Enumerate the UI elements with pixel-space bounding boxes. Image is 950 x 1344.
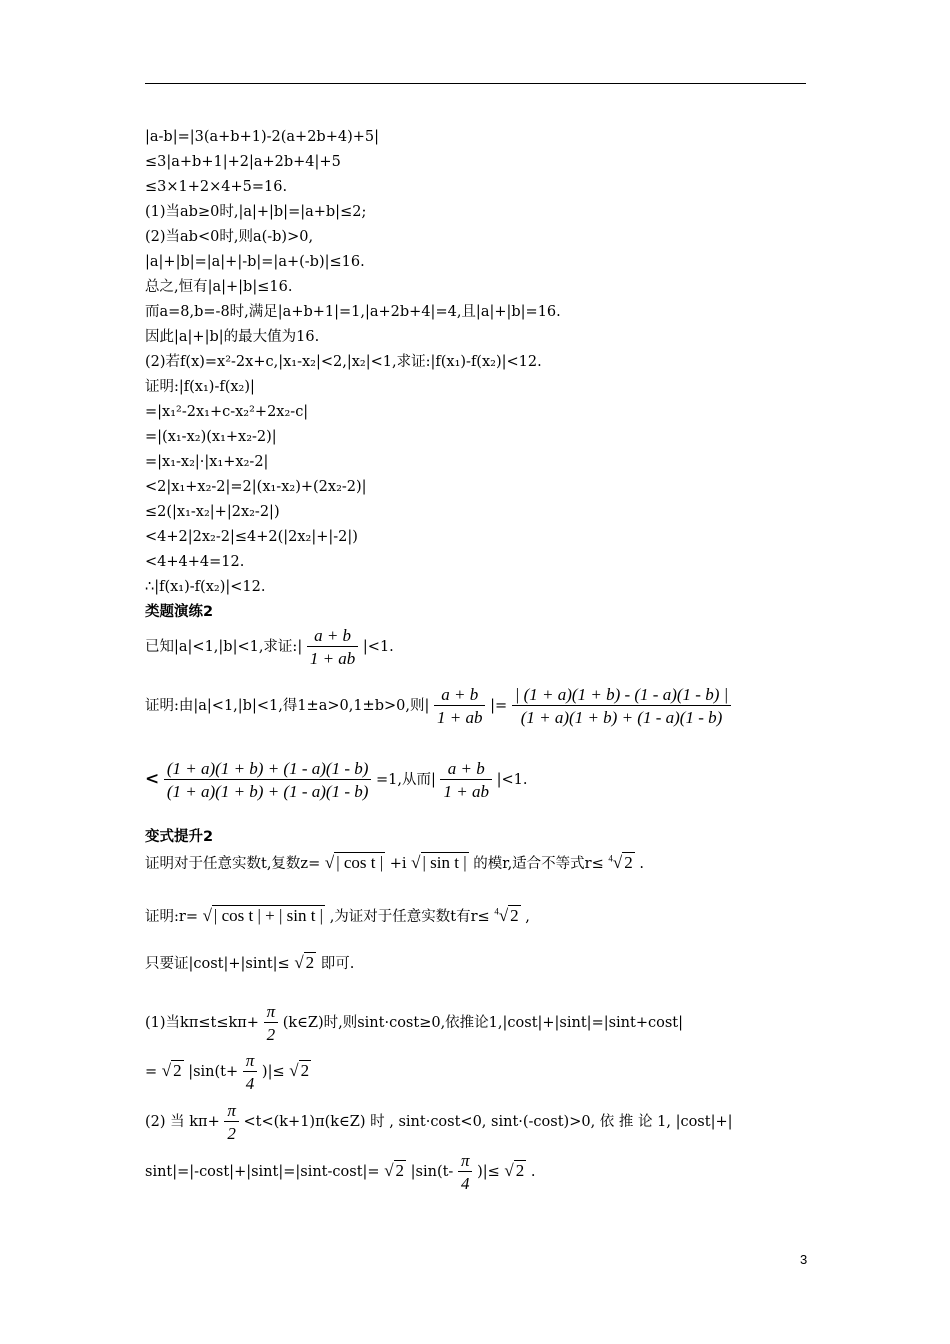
fraction [458,1152,473,1192]
text-line: 总之,恒有|a|+|b|≤16. [145,279,293,295]
text-span: . [639,856,644,872]
page-number: 3 [800,1252,808,1267]
text-span: < [145,769,160,789]
proof-line-2 [145,760,527,800]
fraction [224,1102,239,1142]
fraction [307,627,358,667]
text-line: 因此|a|+|b|的最大值为16. [145,329,320,345]
fourth-root: $^4$√ 2 [608,853,633,872]
text-line: =|(x₁-x₂)(x₁+x₂-2)| [145,429,277,445]
text-line: =|x₁-x₂|·|x₁+x₂-2| [145,454,269,470]
text-line: (2)当ab<0时,则a(-b)>0, [145,229,314,245]
radicand: | cos t | [336,853,384,872]
denominator: 2 [266,1025,276,1044]
proof-line-1 [145,686,731,726]
text-span: 证明:由|a|<1,|b|<1,得1±a>0,1±b>0,则| [145,698,430,714]
root-index: 4 [494,906,499,917]
denominator: 2 [227,1124,236,1143]
text-span: 只要证|cost|+|sint|≤ [145,956,290,972]
sqrt: √ 2 [384,1161,405,1180]
text-line: <2|x₁+x₂-2|=2|(x₁-x₂)+(2x₂-2)| [145,479,367,495]
numerator: π [243,1052,258,1072]
fraction [434,686,485,726]
text-span: sint|=|-cost|+|sint|=|sint-cost|= [145,1164,380,1180]
denominator: (1 + a)(1 + b) + (1 - a)(1 - b) [166,782,369,801]
text-span: )|≤ [477,1164,500,1180]
root-index: 4 [608,853,613,864]
radicand: 2 [300,1061,310,1080]
fourth-root: $^4$√ 2 [494,906,519,925]
numerator: | (1 + a)(1 + b) - (1 - a)(1 - b) | [512,686,732,706]
denominator: 1 + ab [309,649,356,668]
text-span: . [530,1164,536,1180]
text-span: ,为证对于任意实数t有r≤ [329,909,490,925]
numerator: π [458,1152,473,1172]
sqrt: √ 2 [504,1161,525,1180]
numerator: (1 + a)(1 + b) + (1 - a)(1 - b) [164,760,372,780]
sqrt: √ | cos t | [324,853,384,872]
text-span: +i [389,856,407,872]
exercise-statement [145,854,644,872]
text-line: ≤3|a+b+1|+2|a+2b+4|+5 [145,154,341,170]
text-span: 证明对于任意实数t,复数z= [145,856,321,872]
text-line: (2)若f(x)=x²-2x+c,|x₁-x₂|<2,|x₂|<1,求证:|f(x₁)-f(x₂)|<12. [145,354,542,370]
text-line: 证明:|f(x₁)-f(x₂)| [145,379,255,395]
radicand: 2 [395,1161,405,1180]
text-span: 已知|a|<1,|b|<1,求证:| [145,639,303,655]
text-span: |<1. [362,639,394,655]
sqrt: √ | sin t | [411,853,467,872]
text-span: (1)当kπ≤t≤kπ+ [145,1015,259,1031]
numerator: a + b [434,686,485,706]
text-span: , [525,909,530,925]
text-span: =1,从而| [376,772,436,788]
numerator: π [264,1003,279,1023]
denominator: 1 + ab [436,708,483,727]
fraction [243,1052,258,1092]
radicand: 2 [624,853,633,872]
text-span: (k∈Z)时,则sint·cost≥0,依推论1,|cost|+|sint|=|sint+cost| [282,1015,683,1031]
text-line: <4+2|2x₂-2|≤4+2(|2x₂|+|-2|) [145,529,358,545]
fraction [512,686,732,726]
section-heading: 变式提升2 [145,829,214,845]
proof-line-6 [145,1052,311,1092]
text-span: |sin(t- [410,1164,454,1180]
radicand: 2 [173,1061,182,1080]
radicand: | sin t | [422,853,467,872]
fraction [264,1003,279,1043]
numerator: a + b [440,760,491,780]
sqrt: √ | cos t | + | sin t | [202,906,324,925]
text-span: 证明:r= [145,909,198,925]
text-span: |sin(t+ [188,1064,239,1080]
text-span: 即可. [320,956,355,972]
sqrt: √ 2 [289,1061,310,1080]
denominator: 4 [245,1074,255,1093]
text-line: ≤2(|x₁-x₂|+|2x₂-2|) [145,504,280,520]
proof-line-4 [145,954,354,972]
exercise-statement [145,627,394,667]
text-line: 而a=8,b=-8时,满足|a+b+1|=1,|a+2b+4|=4,且|a|+|b|=16. [145,304,561,320]
text-span: (2) 当 kπ+ [145,1114,220,1130]
text-line: |a-b|=|3(a+b+1)-2(a+2b+4)+5| [145,129,379,145]
text-line: =|x₁²-2x₁+c-x₂²+2x₂-c| [145,404,309,420]
text-line: <4+4+4=12. [145,554,245,570]
text-line: |a|+|b|=|a|+|-b|=|a+(-b)|≤16. [145,254,365,270]
radicand: 2 [515,1161,525,1180]
numerator: a + b [307,627,358,647]
sqrt: √ 2 [294,953,315,972]
text-span: )|≤ [261,1064,285,1080]
denominator: 4 [460,1174,470,1193]
text-span: |<1. [496,772,528,788]
proof-line-3 [145,907,530,925]
text-span: 的模r,适合不等式r≤ [473,856,604,872]
radicand: | cos t | + | sin t | [213,906,324,925]
radicand: 2 [305,953,315,972]
radicand: 2 [510,906,519,925]
section-heading: 类题演练2 [145,604,214,620]
text-span: <t<(k+1)π(k∈Z) 时 , sint·cost<0, sint·(-cost)>0, 依 推 论 1, |cost|+| [243,1114,733,1130]
proof-line-8 [145,1152,535,1192]
proof-line-5 [145,1003,683,1043]
proof-line-7 [145,1102,733,1142]
text-line: (1)当ab≥0时,|a|+|b|=|a+b|≤2; [145,204,367,220]
text-line: ∴|f(x₁)-f(x₂)|<12. [145,579,266,595]
fraction [164,760,372,800]
numerator: π [224,1102,239,1122]
text-span: = [145,1064,158,1080]
text-span: |= [490,698,508,714]
header-rule [145,83,806,84]
text-line: ≤3×1+2×4+5=16. [145,179,288,195]
fraction [440,760,491,800]
sqrt: √ 2 [161,1061,182,1080]
denominator: (1 + a)(1 + b) + (1 - a)(1 - b) [520,708,723,727]
denominator: 1 + ab [443,782,489,801]
